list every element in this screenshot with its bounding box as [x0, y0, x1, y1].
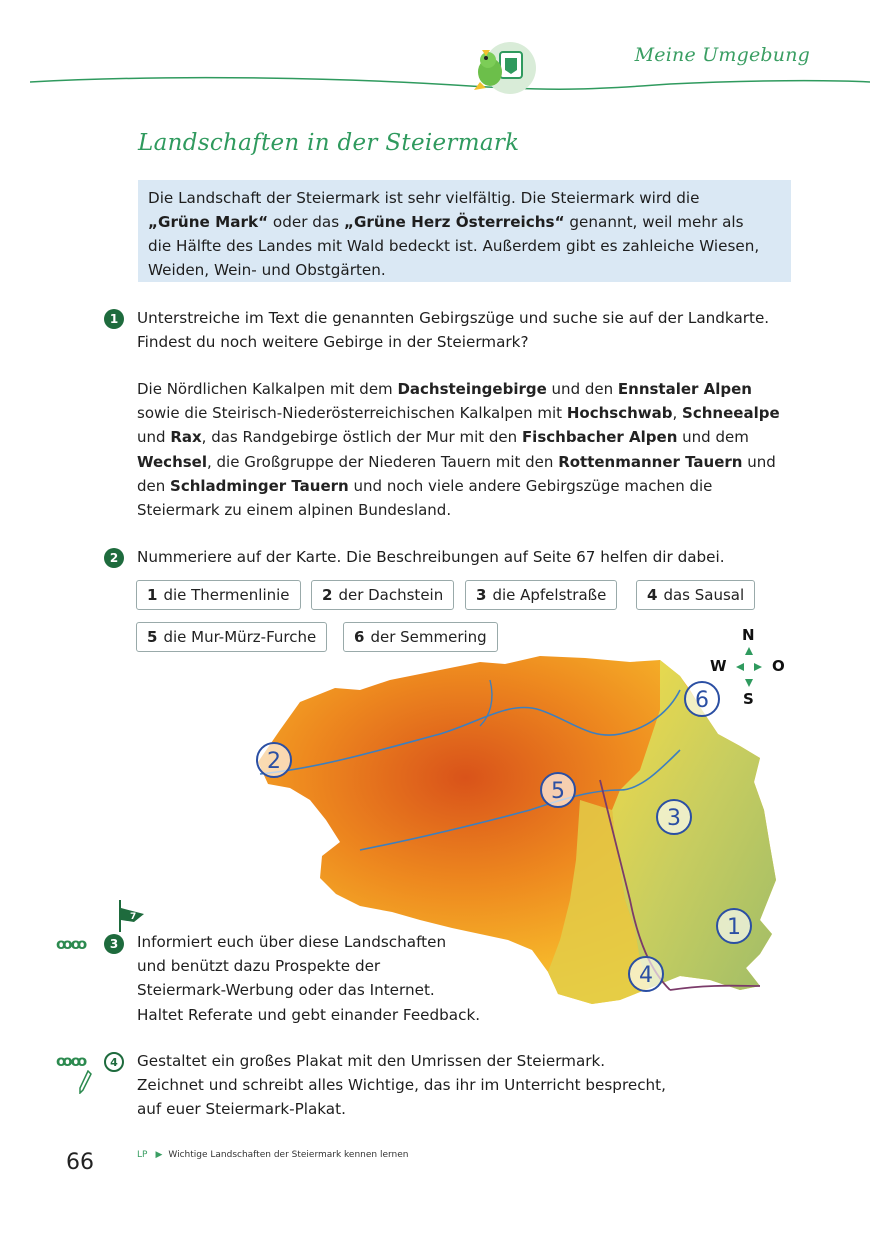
- intro-line-3: die Hälfte des Landes mit Wald bedeckt ist. Außerdem gibt es zahleiche Wiesen,: [148, 237, 760, 255]
- task-2-text: Nummeriere auf der Karte. Die Beschreibungen auf Seite 67 helfen dir dabei.: [137, 548, 725, 566]
- task-1-number-badge: 1: [104, 309, 124, 329]
- intro-text: oder das: [268, 213, 344, 231]
- map-label-1: 1: [727, 915, 741, 940]
- gruene-herz-bold: „Grüne Herz Österreichs“: [343, 213, 565, 231]
- task-2-number-badge: 2: [104, 548, 124, 568]
- answer-text: , die Großgruppe der Niederen Tauern mit den: [207, 452, 559, 471]
- map-marker-6: [685, 682, 719, 716]
- answer-text: und den: [546, 380, 618, 398]
- answer-text: und: [137, 428, 171, 447]
- answer-bold: Schneealpe: [682, 404, 780, 423]
- chip-dachstein: [311, 580, 454, 610]
- footer-lp-label: LP: [137, 1150, 148, 1160]
- task-4-line-1: Gestaltet ein großes Plakat mit den Umrissen der Steiermark.: [137, 1052, 606, 1070]
- answer-bold: Dachsteingebirge: [397, 380, 547, 398]
- map-marker-2: [257, 743, 291, 777]
- intro-line-2: [148, 210, 781, 234]
- task-4-text: [137, 1049, 737, 1122]
- page-title: Landschaften in der Steiermark: [138, 130, 520, 156]
- pencil-icon: [78, 1070, 92, 1094]
- gruene-mark-bold: „Grüne Mark“: [148, 213, 269, 231]
- answer-text: , das Randgebirge östlich der Mur mit den: [201, 428, 522, 447]
- research-flag-icon: [112, 898, 148, 934]
- chip-sausal: [636, 580, 755, 610]
- map-label-4: 4: [639, 963, 653, 988]
- chip-number: 3: [476, 586, 487, 604]
- compass-south: S: [743, 690, 754, 708]
- dragon-mascot-icon: [468, 38, 540, 98]
- answer-text: sowie die Steirisch-Niederösterreichischen Kalkalpen mit: [137, 404, 567, 423]
- map-label-2: 2: [267, 749, 281, 774]
- map-marker-1: [717, 909, 751, 943]
- task-1-answer: [137, 377, 797, 522]
- task-4-number-badge: 4: [104, 1052, 124, 1072]
- chip-label: die Mur-Mürz-Furche: [163, 628, 317, 646]
- group-work-icon: ꝏꝏ: [56, 1052, 86, 1070]
- chip-number: 6: [354, 628, 365, 646]
- chip-label: die Thermenlinie: [163, 586, 290, 604]
- answer-bold: Wechsel: [137, 452, 207, 471]
- answer-bold: Rax: [170, 428, 202, 447]
- group-work-icon: ꝏꝏ: [56, 935, 86, 953]
- chip-label: die Apfelstraße: [492, 586, 607, 604]
- answer-text: Die Nördlichen Kalkalpen mit dem: [137, 380, 398, 398]
- header-rule: [30, 60, 870, 100]
- map-marker-5: [541, 773, 575, 807]
- chip-number: 5: [147, 628, 158, 646]
- task-1-text: [137, 306, 769, 354]
- chip-number: 1: [147, 586, 158, 604]
- chip-label: der Dachstein: [338, 586, 444, 604]
- answer-text: und den: [137, 452, 776, 495]
- intro-line-1: Die Landschaft der Steiermark ist sehr vielfältig. Die Steiermark wird die: [148, 189, 700, 207]
- answer-bold: Ennstaler Alpen: [617, 380, 752, 398]
- compass-north: N: [742, 626, 755, 644]
- section-title: Meine Umgebung: [634, 44, 810, 66]
- chip-semmering: [343, 622, 498, 652]
- task-3-line-3: Steiermark-Werbung oder das Internet.: [137, 981, 435, 1000]
- map-label-5: 5: [551, 779, 565, 804]
- answer-text: ,: [672, 404, 683, 423]
- chip-mur-muerz-furche: [136, 622, 327, 652]
- task-4-line-3: auf euer Steiermark-Plakat.: [137, 1100, 346, 1119]
- task-3-line-2: und benützt dazu Prospekte der: [137, 957, 381, 976]
- chip-number: 2: [322, 586, 333, 604]
- answer-text: und dem: [677, 428, 749, 447]
- page-number: 66: [66, 1150, 94, 1175]
- map-label-3: 3: [667, 806, 681, 831]
- answer-bold: Rottenmanner Tauern: [558, 452, 743, 471]
- answer-bold: Schladminger Tauern: [170, 476, 349, 495]
- chip-thermenlinie: [136, 580, 301, 610]
- chip-number: 4: [647, 586, 658, 604]
- flag-number: 7: [130, 912, 137, 922]
- intro-line-4: Weiden, Wein- und Obstgärten.: [148, 261, 386, 279]
- task-3-text: [137, 930, 517, 1027]
- compass-west: W: [710, 657, 727, 675]
- intro-text: genannt, weil mehr als: [564, 213, 744, 231]
- task-3-line-1: Informiert euch über diese Landschaften: [137, 933, 447, 951]
- answer-bold: Hochschwab: [566, 404, 673, 423]
- answer-bold: Fischbacher Alpen: [521, 428, 678, 447]
- map-marker-4: [629, 957, 663, 991]
- chip-label: das Sausal: [663, 586, 745, 604]
- intro-box: [138, 180, 791, 282]
- task-4-line-2: Zeichnet und schreibt alles Wichtige, das ihr im Unterricht besprecht,: [137, 1076, 666, 1095]
- task-3-number-badge: 3: [104, 934, 124, 954]
- footer-text: Wichtige Landschaften der Steiermark kennen lernen: [168, 1150, 409, 1160]
- footer-arrow-icon: ▶: [155, 1150, 163, 1160]
- map-label-6: 6: [695, 688, 709, 713]
- answer-text: und noch viele andere Gebirgszüge machen die Steiermark zu einem alpinen Bundesland.: [137, 476, 713, 520]
- compass-east: O: [772, 657, 785, 675]
- task-1-line-2: Findest du noch weitere Gebirge in der Steiermark?: [137, 333, 529, 351]
- footer-curriculum-note: [137, 1150, 409, 1160]
- map-marker-3: [657, 800, 691, 834]
- task-3-line-4: Haltet Referate und gebt einander Feedback.: [137, 1005, 481, 1024]
- chip-label: der Semmering: [370, 628, 487, 646]
- chip-apfelstrasse: [465, 580, 617, 610]
- task-1-line-1: Unterstreiche im Text die genannten Gebirgszüge und suche sie auf der Landkarte.: [137, 309, 770, 327]
